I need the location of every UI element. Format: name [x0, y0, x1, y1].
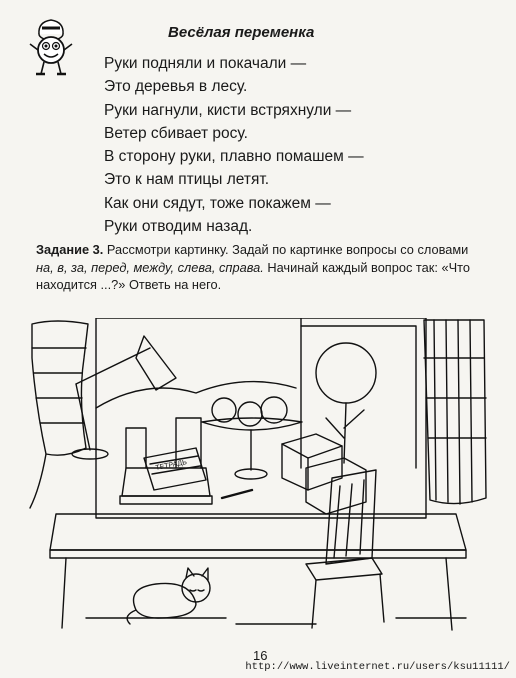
poem-line: Это деревья в лесу.	[104, 78, 248, 96]
poem	[104, 52, 364, 238]
poem-line: Как они сядут, тоже покажем —	[104, 194, 331, 212]
mascot-character-icon	[26, 14, 76, 78]
poem-line: Руки подняли и покачали —	[104, 55, 307, 72]
sleeping-cat	[127, 568, 210, 624]
right-curtain	[424, 320, 486, 504]
source-watermark-url: http://www.liveinternet.ru/users/ksu11111/	[245, 661, 510, 673]
pen-icon	[222, 490, 252, 498]
fruit-bowl	[202, 397, 302, 479]
poem-line: Это к нам птицы летят.	[104, 171, 270, 189]
poem-line: Ветер сбивает росу.	[104, 124, 248, 142]
desk-lamp	[72, 336, 176, 459]
task-rest: Начинай каждый вопрос так: «Что находится ...?» Ответь на него.	[36, 259, 470, 292]
task-words: на, в, за, перед, между, слева, справа.	[36, 259, 264, 275]
page-title: Весёлая переменка	[168, 24, 315, 41]
table	[50, 514, 466, 630]
task-label: Задание 3.	[36, 242, 104, 257]
room-illustration	[26, 318, 490, 634]
chair	[306, 470, 384, 628]
notebook-label: ТЕТРАДЬ	[155, 459, 188, 472]
page-number: 16	[253, 648, 268, 663]
poem-line: Руки нагнули, кисти встряхнули —	[104, 101, 352, 119]
task-3-instructions	[36, 241, 488, 294]
poem-line: Руки отводим назад.	[104, 218, 253, 236]
notebook-stack	[120, 448, 212, 504]
floor	[86, 618, 466, 624]
task-intro: Рассмотри картинку. Задай по картинке вопросы со словами	[106, 242, 469, 257]
poem-line: В сторону руки, плавно помашем —	[104, 148, 364, 166]
tree	[316, 343, 376, 463]
left-curtain	[30, 321, 88, 508]
page-footer	[0, 648, 516, 678]
